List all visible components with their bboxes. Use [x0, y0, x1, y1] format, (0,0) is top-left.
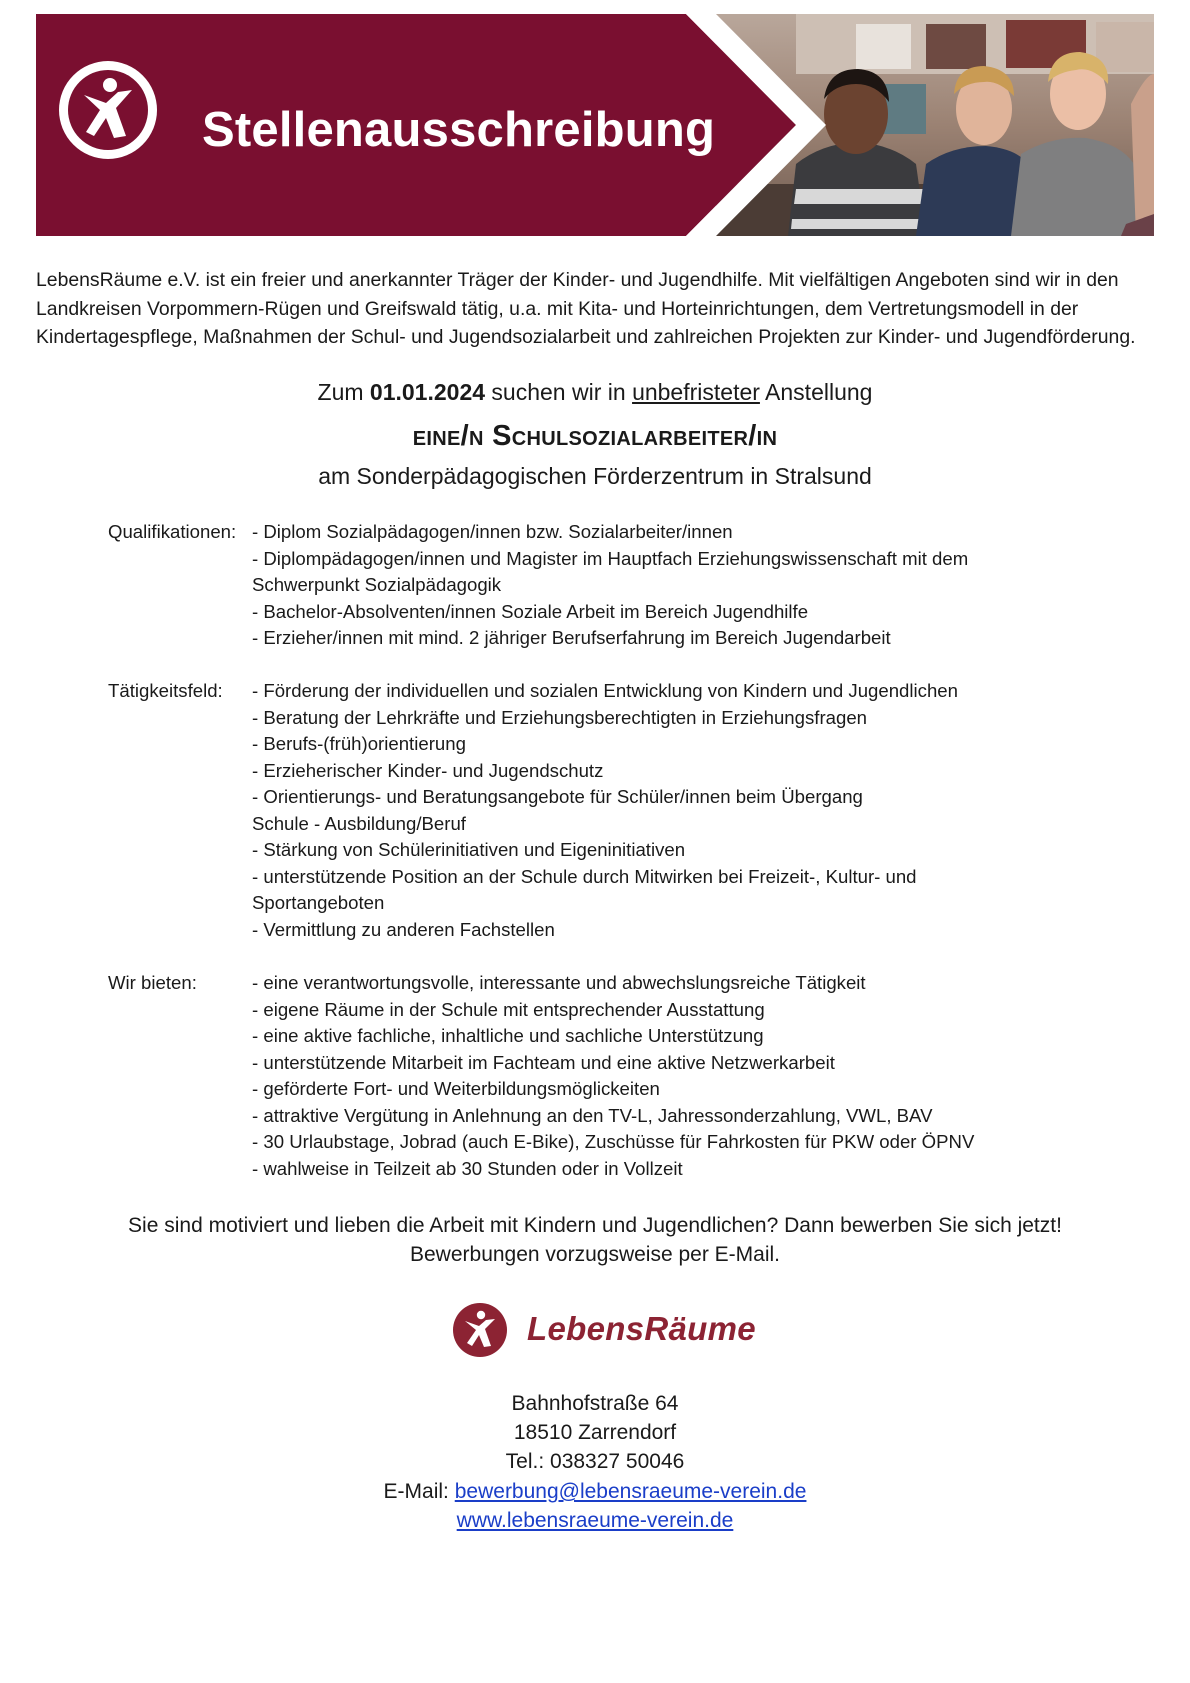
qualifications-label: Qualifikationen:: [108, 521, 237, 542]
list-item: - geförderte Fort- und Weiterbildungsmöglickeiten: [252, 1078, 660, 1099]
start-date-suffix: Anstellung: [759, 379, 873, 405]
intro-line: LebensRäume e.V. ist ein freier und anerkannter Träger der Kinder- und Jugendhilfe. Mit vielfältigen Angeboten sind wir in den: [36, 269, 1119, 291]
offer-label: Wir bieten:: [108, 972, 197, 993]
list-item: - Vermittlung zu anderen Fachstellen: [252, 918, 555, 940]
list-item: - eigene Räume in der Schule mit entsprechender Ausstattung: [252, 998, 765, 1020]
position-location: am Sonderpädagogischen Förderzentrum in Stralsund: [318, 463, 872, 489]
employment-type: unbefristeter: [632, 379, 760, 405]
list-item: - Stärkung von Schülerinitiativen und Eigeninitiativen: [252, 839, 686, 860]
organization-logo: [452, 1302, 756, 1358]
position-title: eine/n Schulsozialarbeiter/in: [412, 420, 778, 452]
person-star-icon: [452, 1302, 508, 1358]
start-date-mid: suchen wir in: [485, 379, 633, 405]
list-item: - Bachelor-Absolventen/innen Soziale Arbeit im Bereich Jugendhilfe: [252, 600, 809, 622]
email-label: E-Mail:: [383, 1480, 455, 1503]
website-link[interactable]: www.lebensraeume-verein.de: [456, 1509, 734, 1532]
start-date: 01.01.2024: [369, 379, 486, 405]
list-item: Schule - Ausbildung/Beruf: [252, 812, 466, 834]
intro-paragraph: [36, 266, 1166, 352]
list-item: - wahlweise in Teilzeit ab 30 Stunden oder in Vollzeit: [252, 1157, 683, 1179]
header-banner: [36, 14, 1154, 236]
list-item: - Erzieherischer Kinder- und Jugendschutz: [252, 759, 604, 781]
start-date-line: [0, 377, 1190, 407]
list-item: - eine verantwortungsvolle, interessante und abwechslungsreiche Tätigkeit: [252, 972, 866, 993]
contact-email-line: [0, 1477, 1190, 1506]
list-item: - unterstützende Position an der Schule durch Mitwirken bei Freizeit-, Kultur- und: [252, 865, 917, 887]
contact-website-line: [0, 1506, 1190, 1535]
intro-line: Kindertagespflege, Maßnahmen der Schul- und Jugendsozialarbeit und zahlreichen Projekten zur Kinder- und Jugendförderung.: [36, 326, 1136, 348]
call-to-action: Sie sind motiviert und lieben die Arbeit mit Kindern und Jugendlichen? Dann bewerben Sie sich jetzt!: [128, 1214, 1062, 1237]
tasks-label: Tätigkeitsfeld:: [108, 680, 223, 701]
list-item: - Diplompädagogen/innen und Magister im Hauptfach Erziehungswissenschaft mit dem: [252, 547, 969, 569]
logo-wordmark: LebensRäume: [527, 1310, 756, 1347]
list-item: - attraktive Vergütung in Anlehnung an den TV-L, Jahressonderzahlung, VWL, BAV: [252, 1104, 933, 1126]
start-date-prefix: Zum: [317, 379, 370, 405]
contact-city: 18510 Zarrendorf: [513, 1421, 677, 1444]
tasks-list: [252, 678, 958, 943]
list-item: Schwerpunkt Sozialpädagogik: [252, 574, 502, 595]
banner-title: Stellenausschreibung: [202, 103, 716, 157]
list-item: - unterstützende Mitarbeit im Fachteam und eine aktive Netzwerkarbeit: [252, 1051, 835, 1073]
qualifications-list: [252, 519, 968, 652]
offer-list: [252, 970, 974, 1182]
contact-phone: Tel.: 038327 50046: [505, 1450, 685, 1473]
list-item: - Orientierungs- und Beratungsangebote für Schüler/innen beim Übergang: [252, 786, 863, 807]
intro-line: Landkreisen Vorpommern-Rügen und Greifswald tätig, u.a. mit Kita- und Horteinrichtungen, dem Vertretungsmodell in der: [36, 297, 1079, 320]
list-item: - eine aktive fachliche, inhaltliche und sachliche Unterstützung: [252, 1025, 764, 1046]
contact-street: Bahnhofstraße 64: [511, 1392, 679, 1415]
application-note: Bewerbungen vorzugsweise per E-Mail.: [409, 1243, 780, 1266]
list-item: Sportangeboten: [252, 892, 385, 913]
list-item: - 30 Urlaubstage, Jobrad (auch E-Bike), Zuschüsse für Fahrkosten für PKW oder ÖPNV: [252, 1131, 975, 1152]
email-link[interactable]: bewerbung@lebensraeume-verein.de: [454, 1480, 807, 1503]
list-item: - Beratung der Lehrkräfte und Erziehungsberechtigten in Erziehungsfragen: [252, 706, 868, 728]
list-item: - Berufs-(früh)orientierung: [252, 733, 466, 754]
list-item: - Förderung der individuellen und sozialen Entwicklung von Kindern und Jugendlichen: [252, 680, 958, 701]
list-item: - Erzieher/innen mit mind. 2 jähriger Berufserfahrung im Bereich Jugendarbeit: [252, 627, 891, 648]
list-item: - Diplom Sozialpädagogen/innen bzw. Sozialarbeiter/innen: [252, 521, 733, 542]
person-star-icon: [56, 58, 160, 162]
